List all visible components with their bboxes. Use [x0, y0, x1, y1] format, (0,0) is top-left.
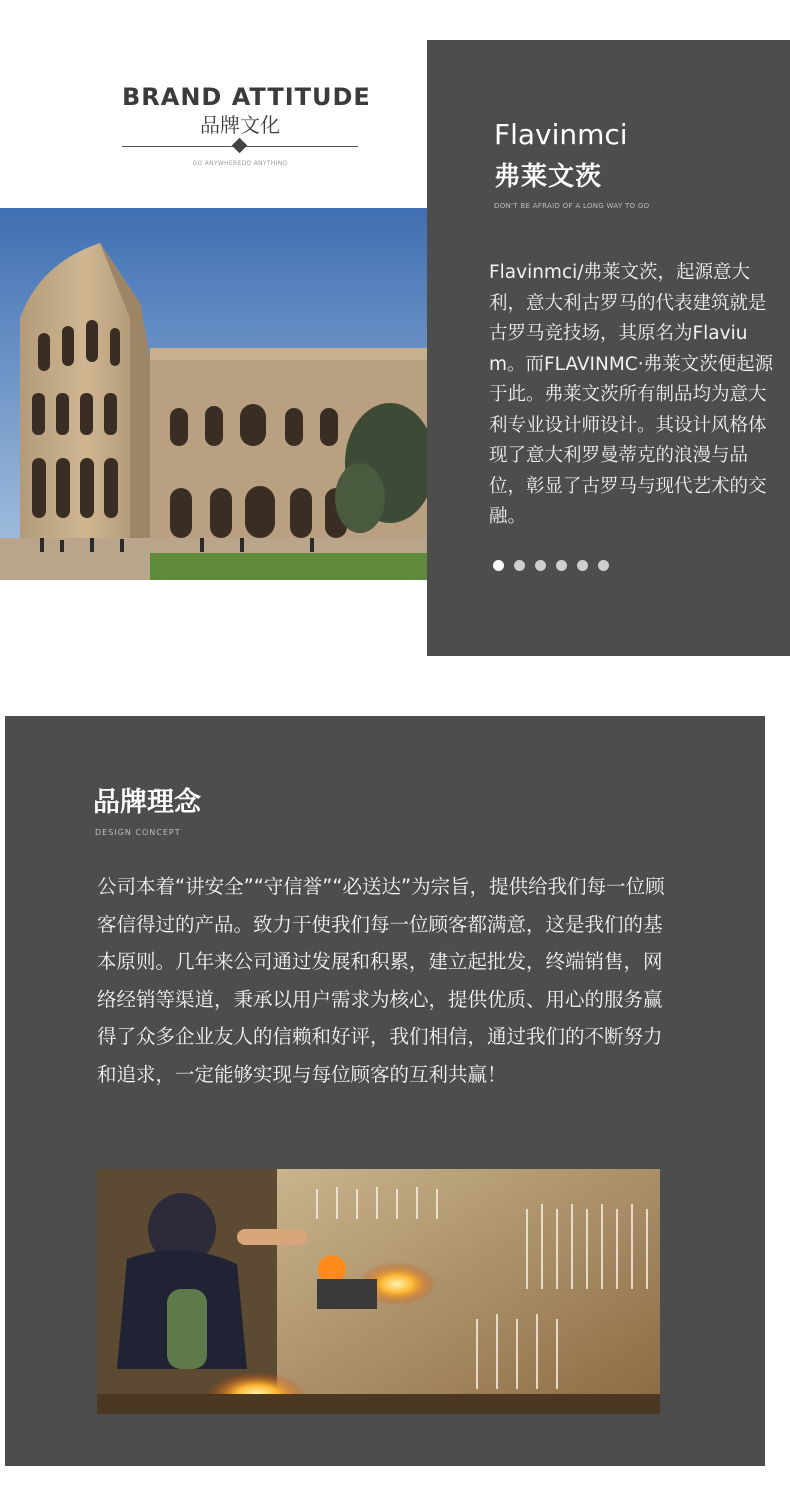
carousel-dot[interactable] — [577, 560, 588, 571]
concept-subtitle: DESIGN CONCEPT — [95, 828, 181, 837]
concept-body-text: 公司本着“讲安全”“守信誉”“必送达”为宗旨，提供给我们每一位顾客信得过的产品。致力于使我们每一位顾客都满意，这是我们的基本原则。几年来公司通过发展和积累，建立起批发，终端销售，网络经销等渠道，秉承以用户需求为核心，提供优质、用心的服务赢得了众多企业友人的信赖和好评，我们相信，通过我们的不断努力和追求，一定能够实现与每位顾客的互利共赢！ — [97, 875, 665, 1086]
info-title-cn: 弗莱文茨 — [494, 162, 603, 192]
brand-title-cn: 品牌文化 — [200, 113, 280, 137]
concept-title: 品牌理念 — [93, 787, 201, 818]
diamond-icon — [232, 138, 248, 154]
brand-title-en: BRAND ATTITUDE — [122, 83, 371, 111]
carousel-dot[interactable] — [493, 560, 504, 571]
carousel-dot[interactable] — [535, 560, 546, 571]
carousel-dot[interactable] — [556, 560, 567, 571]
carousel-dots — [493, 560, 609, 571]
brand-concept-card — [5, 716, 765, 1466]
carousel-dot[interactable] — [598, 560, 609, 571]
info-title-en: Flavinmci — [494, 118, 628, 151]
info-tagline: DON'T BE AFRAID OF A LONG WAY TO GO — [494, 202, 650, 210]
glassblowing-illustration — [97, 1169, 660, 1414]
brand-info-card — [427, 40, 790, 656]
carousel-dot[interactable] — [514, 560, 525, 571]
colosseum-illustration — [0, 208, 427, 580]
colosseum-photo — [0, 208, 427, 580]
info-body-text: Flavinmci/弗莱文茨，起源意大利，意大利古罗马的代表建筑就是古罗马竞技场，其原名为Flavium。而FLAVINMC·弗莱文茨便起源于此。弗莱文茨所有制品均为意大利专业设计师设计。其设计风格体现了意大利罗曼蒂克的浪漫与品位，彰显了古罗马与现代艺术的交融。 — [489, 262, 774, 527]
brand-header — [122, 82, 371, 167]
brand-tagline: GO ANYWHEREDO ANYTHING — [192, 160, 288, 167]
glassblowing-photo — [97, 1169, 660, 1414]
